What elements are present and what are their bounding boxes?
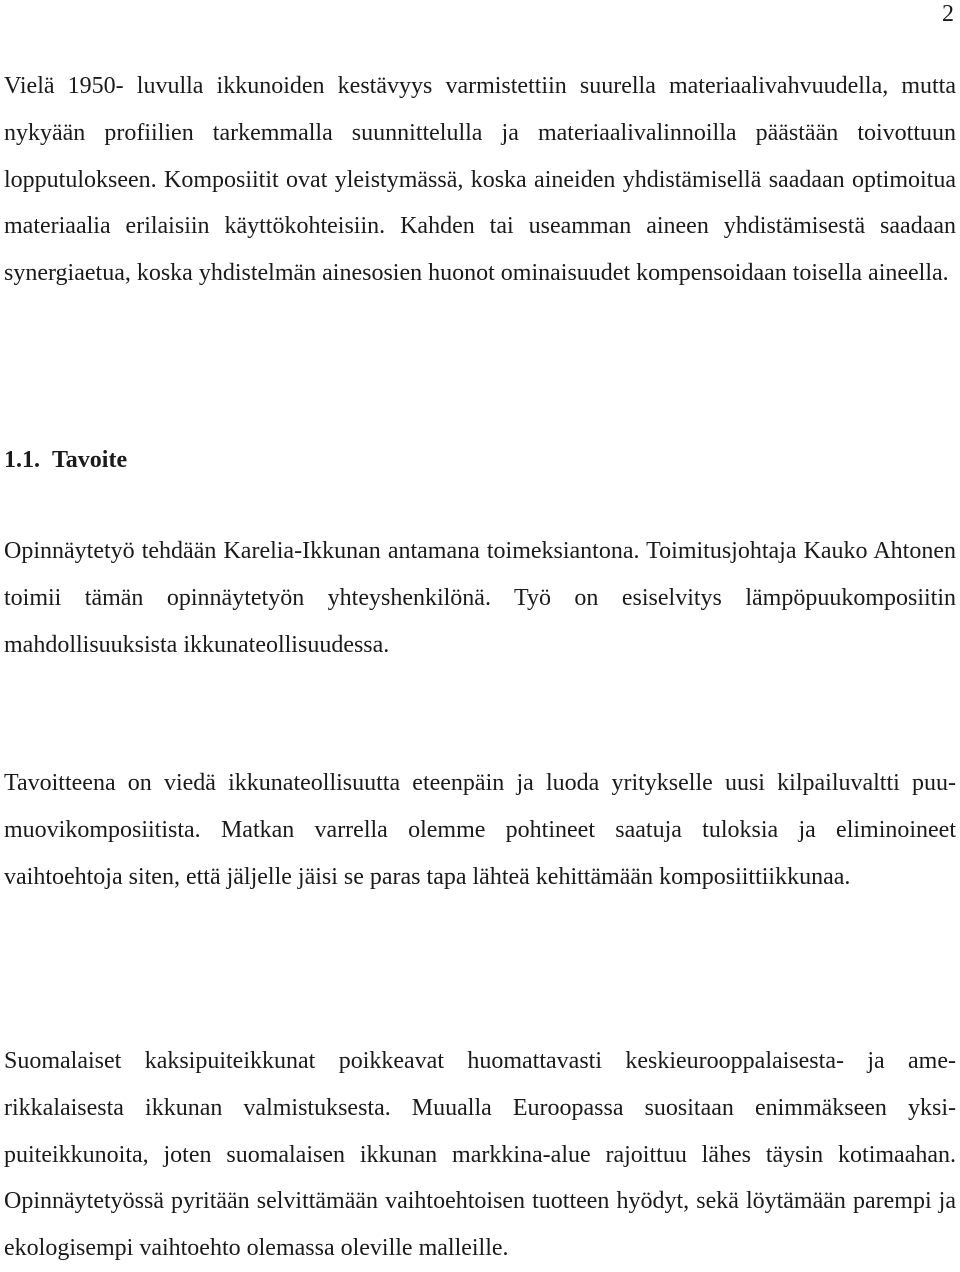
- page-number: 2: [942, 1, 954, 27]
- market-paragraph: Suomalaiset kaksipuiteikkunat poikkeavat huomattavasti keskieurooppalaisesta- ja amerikkalaisesta ikkunan valmistuksesta. Muualla Euroopassa suositaan enimmäkseen yksipuiteikkunoita, joten suomalaisen ikkunan markkina-alue rajoittuu lähes täysin kotimaahan. Opinnäytetyössä pyritään selvittämään vaihtoehtoisen tuotteen hyödyt, sekä löytämään parempi ja ekologisempi vaihtoehto olemassa oleville malleille.: [4, 1048, 956, 1262]
- intro-paragraph: Vielä 1950- luvulla ikkunoiden kestävyys varmistettiin suurella materiaalivahvuudella, mutta nykyään profiilien tarkemmalla suunnittelulla ja materiaalivalinnoilla päästään toivottuun lopputulokseen. Komposiitit ovat yleistymässä, koska aineiden yhdistämisellä saadaan optimoitua materiaalia erilaisiin käyttökohteisiin. Kahden tai useamman aineen yhdistämisestä saadaan synergiaetua, koska yhdistelmän ainesosien huonot ominaisuudet kompensoidaan toisella aineella.: [4, 73, 956, 287]
- section-number: 1.1.: [4, 447, 40, 473]
- section-heading: [4, 446, 127, 474]
- assignment-paragraph: Opinnäytetyö tehdään Karelia-Ikkunan antamana toimeksiantona. Toimitusjohtaja Kauko Ahtonen toimii tämän opinnäytetyön yhteyshenkilönä. Työ on esiselvitys lämpöpuukomposiitin mahdollisuuksista ikkunateollisuudessa.: [4, 538, 956, 658]
- objective-paragraph: Tavoitteena on viedä ikkunateollisuutta eteenpäin ja luoda yritykselle uusi kilpailuvaltti puu-muovikomposiitista. Matkan varrella olemme pohtineet saatuja tuloksia ja eliminoineet vaihtoehtoja siten, että jäljelle jäisi se paras tapa lähteä kehittämään komposiittiikkunaa.: [4, 770, 956, 890]
- section-title: Tavoite: [52, 447, 128, 473]
